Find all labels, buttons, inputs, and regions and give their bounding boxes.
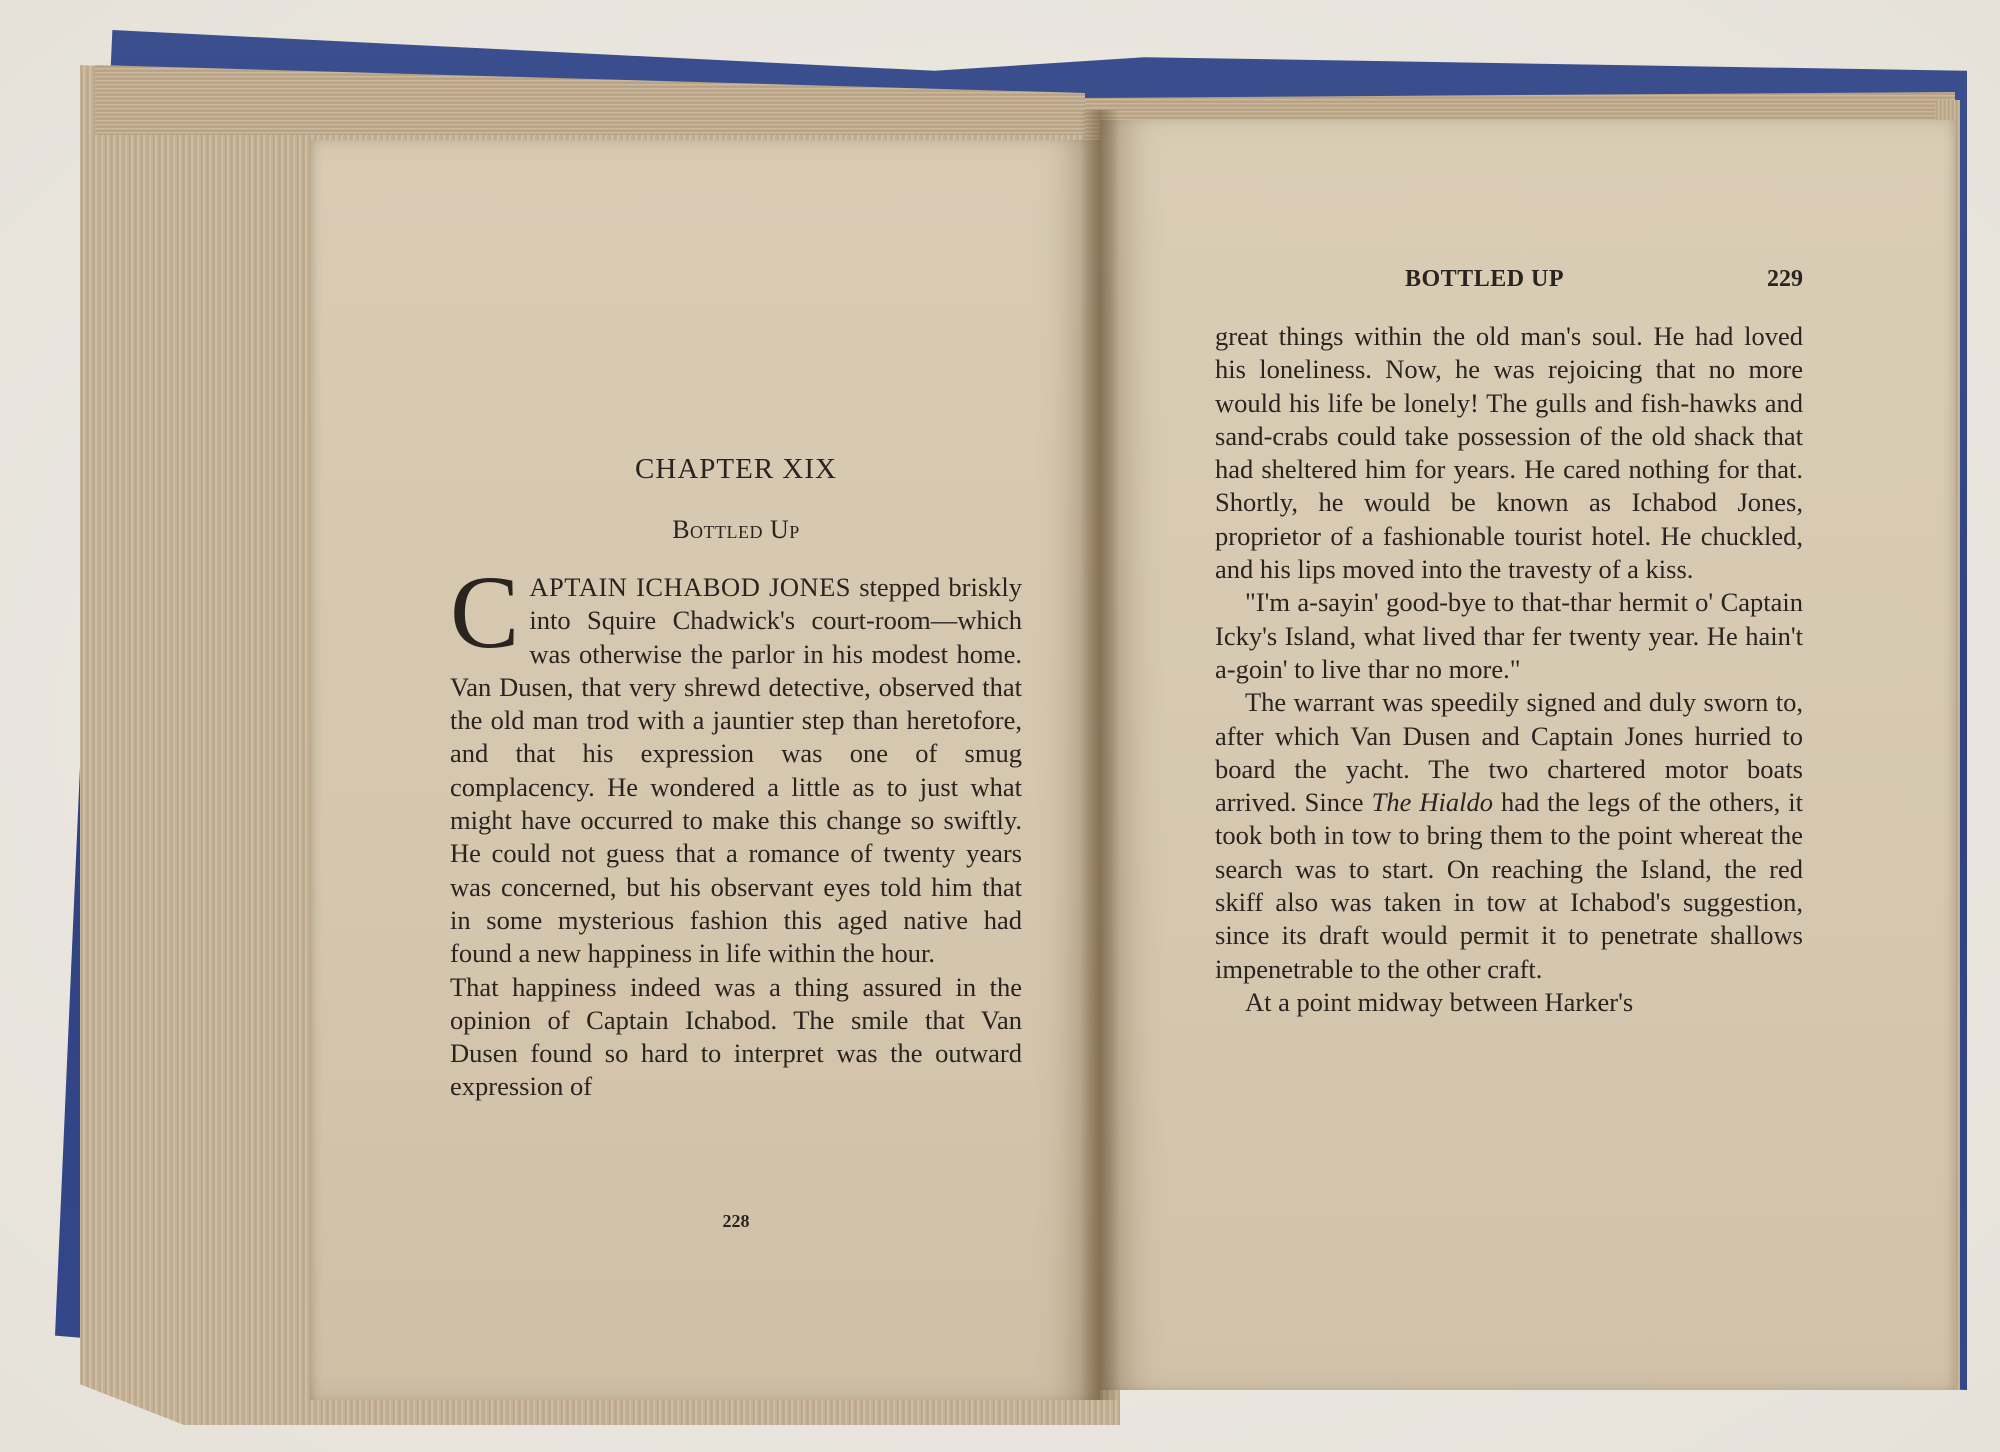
opening-text: stepped briskly into Squire Chadwick's court-room—which was otherwise the parlor in his modest home. Van Dusen, that very shrewd detective, observed that the old man trod with a jauntier step than heretofore, and that his expression was one of smug complacency. He wondered a little as to just what might have occurred to make this change so swiftly. He could not guess that a romance of twenty years was concerned, but his observant eyes told him that in some mysterious fashion this aged native had found a new happiness in life within the hour. [450,572,1022,969]
chapter-heading: CHAPTER XIX [635,453,837,485]
right-paragraph-4: At a point midway between Harker's [1245,986,1634,1017]
left-paragraph-2: That happiness indeed was a thing assured in the opinion of Captain Ichabod. The smile that Van Dusen found so hard to interpret was the outward expression of [450,971,1022,1102]
opening-paragraph [450,555,1022,971]
drop-cap: C [450,555,520,670]
book-gutter [1080,110,1120,1400]
left-page-body [450,555,1022,1104]
left-page-number: 228 [722,1211,750,1231]
right-paragraph-3 [1215,686,1803,986]
right-paragraph-2: "I'm a-sayin' good-bye to that-thar hermit o' Captain Icky's Island, what lived thar fer twenty year. He hain't a-goin' to live thar no more." [1215,587,1803,684]
right-paragraph-3-end: had the legs of the others, it took both in tow to bring them to the point whereat the search was to start. On reaching the Island, the red skiff also was taken in tow at Ichabod's suggestion, since its draft would permit it to penetrate shallows impenetrable to the other craft. [1215,787,1803,984]
chapter-title: Bottled Up [672,515,800,544]
right-page-number: 229 [1767,266,1803,292]
right-paragraph-3-start: The warrant was speedily signed and duly sworn to, after which Van Dusen and Captain Jones hurried to board the yacht. The two chartered motor boats arrived. Since [1215,687,1803,818]
yacht-name: The Hialdo [1371,787,1493,818]
right-page-body [1215,320,1803,1019]
running-header [1215,266,1803,300]
right-paragraph-1: great things within the old man's soul. He had loved his loneliness. Now, he was rejoicing that no more would his life be lonely! The gulls and fish-hawks and sand-crabs could take possession of the old shack that had sheltered him for years. He cared nothing for that. Shortly, he would be known as Ichabod Jones, proprietor of a fashionable tourist hotel. He chuckled, and his lips moved into the travesty of a kiss. [1215,321,1803,585]
running-head-title: BOTTLED UP [1405,266,1565,292]
opening-lead: APTAIN ICHABOD JONES [529,572,852,602]
